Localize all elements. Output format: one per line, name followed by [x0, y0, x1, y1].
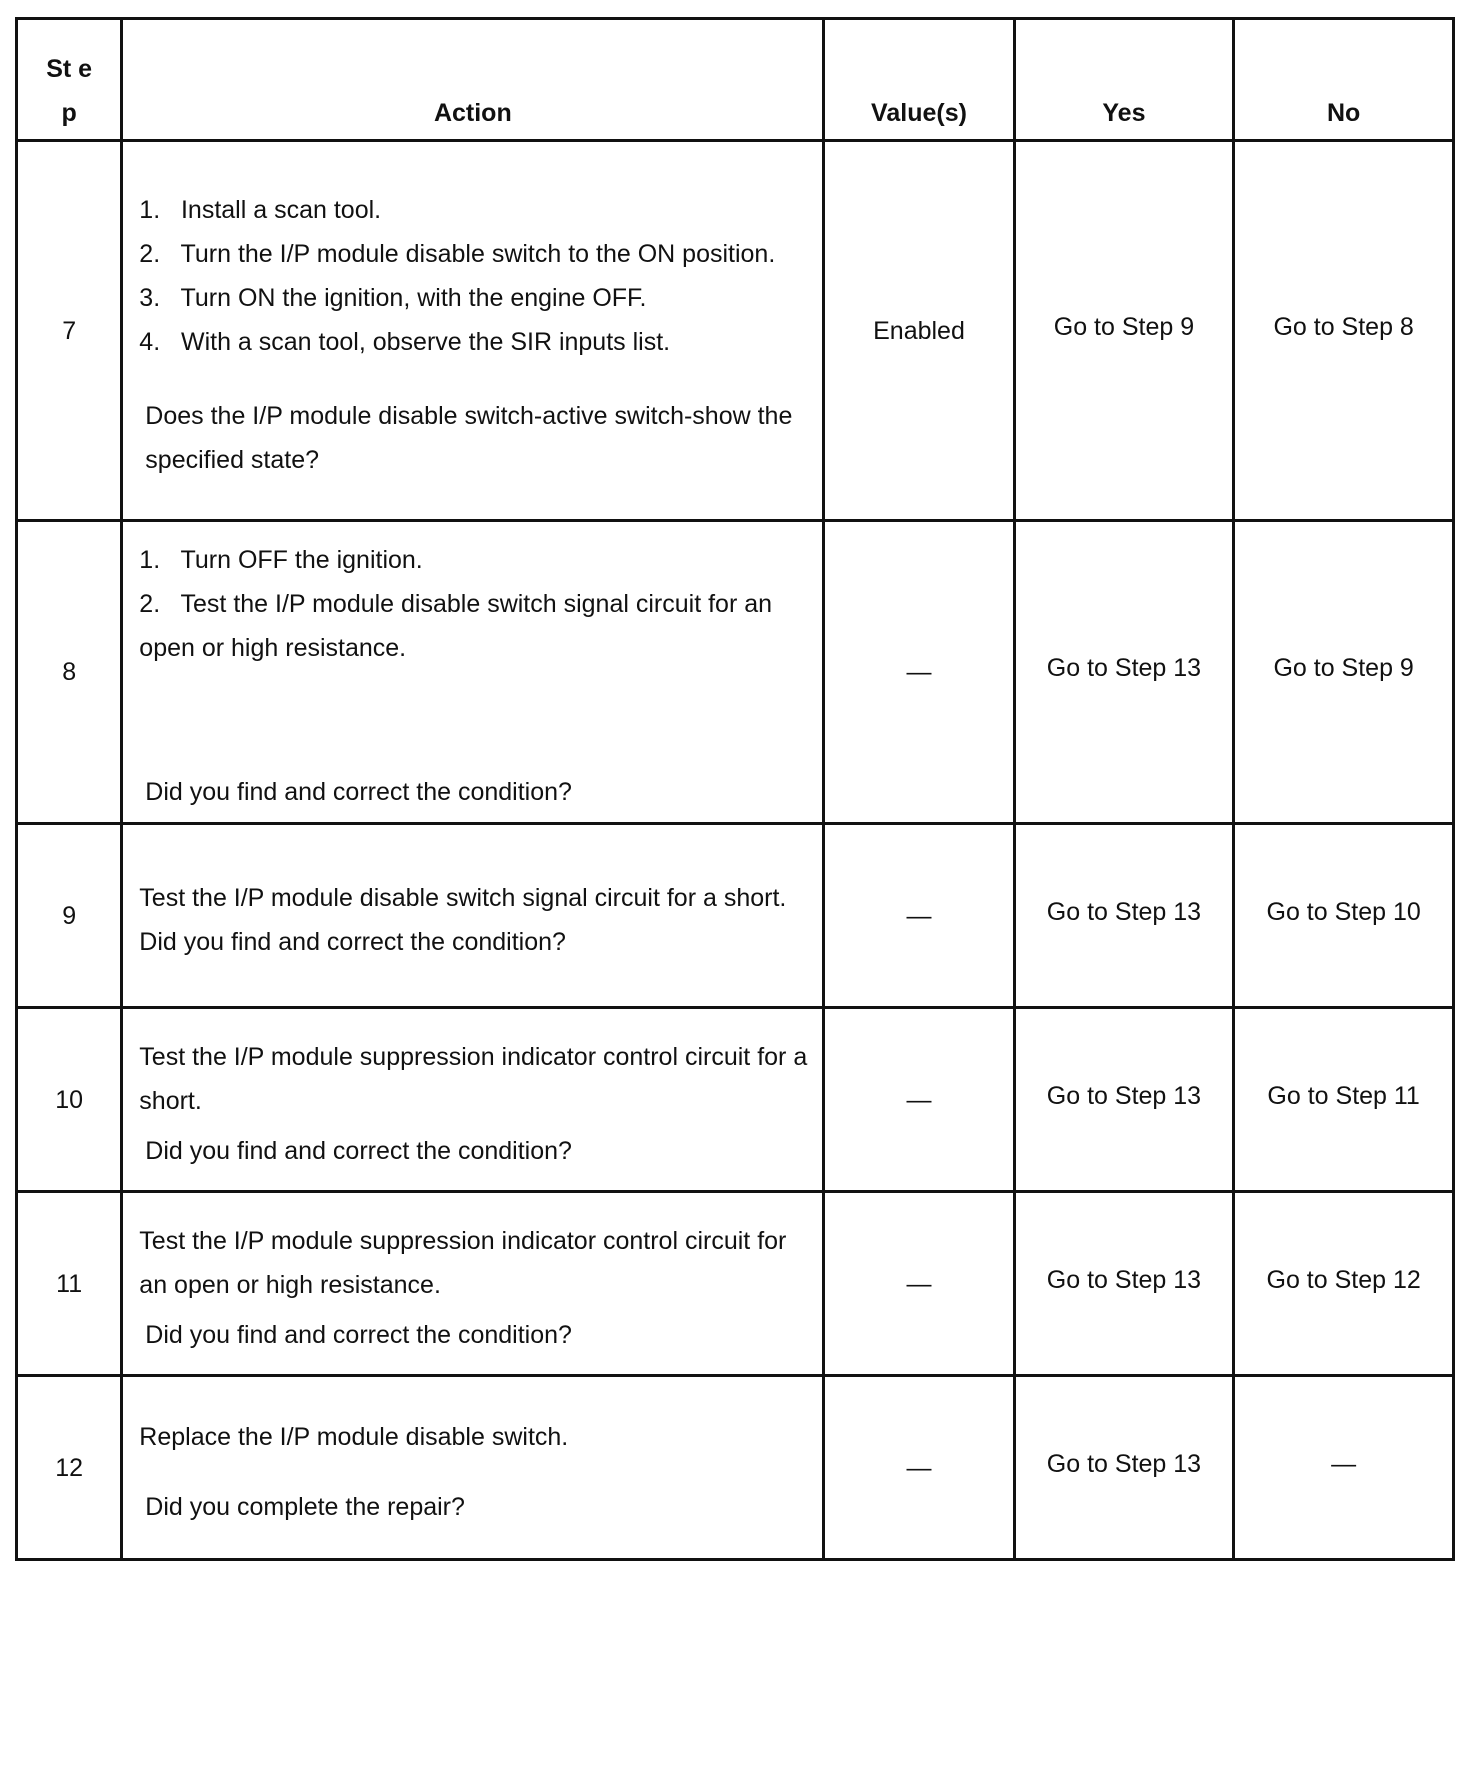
action-line: Replace the I/P module disable switch. — [139, 1422, 569, 1451]
yes-cell: Go to Step 9 — [1014, 141, 1234, 521]
table-row — [17, 141, 1454, 521]
action-line: 2. Test the I/P module disable switch signal circuit for an open or high resistance. — [139, 590, 779, 662]
value-cell: — — [824, 824, 1014, 1008]
header-row — [17, 19, 1454, 141]
values-header: Value(s) — [824, 19, 1014, 141]
action-line: 3. Turn ON the ignition, with the engine OFF. — [139, 283, 647, 312]
no-cell: Go to Step 9 — [1234, 521, 1454, 824]
value-cell: — — [824, 521, 1014, 824]
yes-cell: Go to Step 13 — [1014, 521, 1234, 824]
action-question: Did you find and correct the condition? — [145, 1136, 572, 1165]
no-cell: Go to Step 10 — [1234, 824, 1454, 1008]
step-number: 8 — [17, 521, 122, 824]
action-cell — [122, 521, 824, 824]
yes-cell: Go to Step 13 — [1014, 1376, 1234, 1560]
step-number: 7 — [17, 141, 122, 521]
table-row — [17, 824, 1454, 1008]
value-cell: — — [824, 1376, 1014, 1560]
action-question: Did you find and correct the condition? — [145, 778, 572, 806]
action-header: Action — [122, 19, 824, 141]
table-row — [17, 1192, 1454, 1376]
table-row — [17, 521, 1454, 824]
no-cell: Go to Step 11 — [1234, 1008, 1454, 1192]
action-line: 1. Turn OFF the ignition. — [139, 546, 423, 574]
diagnostic-table — [15, 17, 1455, 1561]
action-line: 2. Turn the I/P module disable switch to the ON position. — [139, 239, 776, 268]
action-line: Test the I/P module suppression indicator control circuit for an open or high resistance. — [139, 1226, 794, 1299]
no-cell: Go to Step 12 — [1234, 1192, 1454, 1376]
action-line: 1. Install a scan tool. — [139, 195, 382, 224]
table-row — [17, 1008, 1454, 1192]
action-question: Did you complete the repair? — [145, 1492, 465, 1521]
yes-cell: Go to Step 13 — [1014, 824, 1234, 1008]
no-cell: Go to Step 8 — [1234, 141, 1454, 521]
action-question: Did you find and correct the condition? — [139, 927, 566, 956]
step-number: 10 — [17, 1008, 122, 1192]
no-header: No — [1234, 19, 1454, 141]
yes-header: Yes — [1014, 19, 1234, 141]
value-cell: — — [824, 1008, 1014, 1192]
action-line: Test the I/P module suppression indicator control circuit for a short. — [139, 1042, 815, 1115]
step-number: 12 — [17, 1376, 122, 1560]
action-cell — [122, 824, 824, 1008]
value-cell: — — [824, 1192, 1014, 1376]
action-line: 4. With a scan tool, observe the SIR inputs list. — [139, 327, 671, 356]
action-question: Does the I/P module disable switch-active switch-show the specified state? — [145, 401, 793, 474]
action-question: Did you find and correct the condition? — [145, 1320, 572, 1349]
table-row — [17, 1376, 1454, 1560]
action-cell — [122, 1192, 824, 1376]
no-cell: — — [1234, 1376, 1454, 1560]
action-cell — [122, 1008, 824, 1192]
value-cell: Enabled — [824, 141, 1014, 521]
step-header: St ep — [17, 19, 122, 141]
action-cell — [122, 141, 824, 521]
step-number: 9 — [17, 824, 122, 1008]
step-number: 11 — [17, 1192, 122, 1376]
yes-cell: Go to Step 13 — [1014, 1192, 1234, 1376]
action-line: Test the I/P module disable switch signal circuit for a short. — [139, 883, 787, 912]
action-cell — [122, 1376, 824, 1560]
yes-cell: Go to Step 13 — [1014, 1008, 1234, 1192]
